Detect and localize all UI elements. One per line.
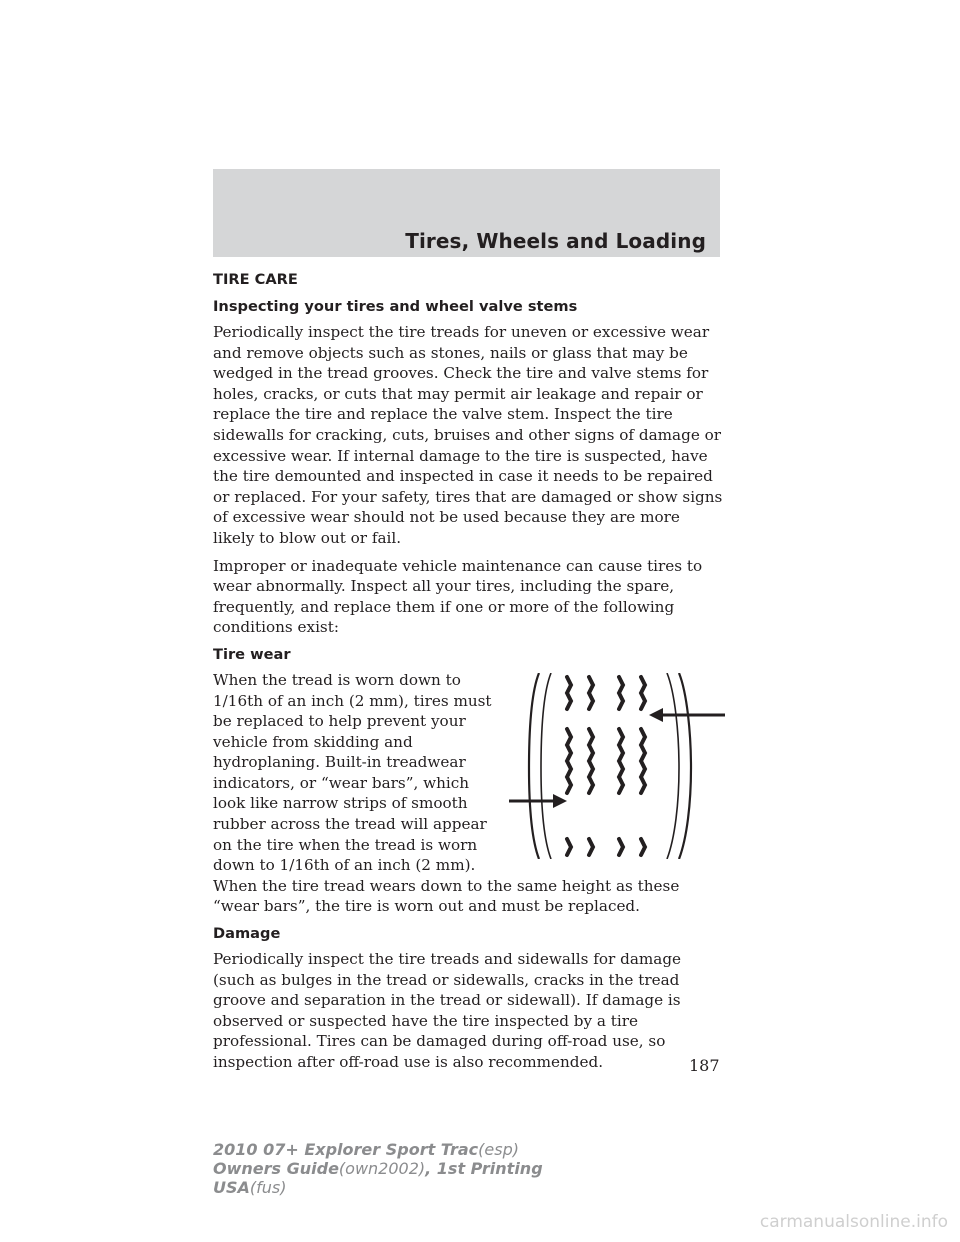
page-content bbox=[213, 270, 723, 1080]
section-title: TIRE CARE bbox=[213, 271, 298, 288]
paragraph-maintenance: Improper or inadequate vehicle maintenance can cause tires to wear abnormally. Inspect all your tires, including the spare, frequently, and replace them if one or more of the following conditions exist: bbox=[213, 556, 703, 637]
tire-tread-illustration-icon bbox=[509, 673, 729, 859]
footer-model: 2010 07+ Explorer Sport Trac bbox=[213, 1140, 479, 1159]
footer-market-code: (fus) bbox=[249, 1178, 287, 1197]
tire-wear-text: When the tread is worn down to 1/16th of an inch (2 mm), tires must be replaced to help prevent your vehicle from skidding and hydroplaning. Built-in treadwear indicators, or “wear bars”, which look like narrow strips of smooth rubber across the tread will appear on the tire when the tread is worn down to 1/16th of an inch (2 mm). When the tire tread wears down to the same height as these “wear bars”, the tire is worn out and must be replaced. bbox=[213, 670, 680, 916]
footer-model-code: (esp) bbox=[478, 1140, 519, 1159]
footer-imprint bbox=[213, 1140, 543, 1197]
section-subtitle: Inspecting your tires and wheel valve stems bbox=[213, 298, 578, 315]
section-header-title: Tires, Wheels and Loading bbox=[405, 229, 706, 253]
footer-market: USA bbox=[213, 1178, 250, 1197]
damage-text: Periodically inspect the tire treads and sidewalls for damage (such as bulges in the tread or sidewalls, cracks in the tread groove and separation in the tread or sidewall). If damage is observed or suspected have the tire inspected by a tire professional. Tires can be damaged during off-road use, so inspection after off-road use is also recommended. bbox=[213, 950, 682, 1071]
paragraph-inspection: Periodically inspect the tire treads for uneven or excessive wear and remove objects such as stones, nails or glass that may be wedged in the tread grooves. Check the tire and valve stems for holes, cracks, or cuts that may permit air leakage and repair or replace the tire and replace the valve stem. Inspect the tire sidewalls for cracking, cuts, bruises and other signs of damage or excessive wear. If internal damage to the tire is suspected, have the tire demounted and inspected in case it needs to be repaired or replaced. For your safety, tires that are damaged or show signs of excessive wear should not be used because they are more likely to blow out or fail. bbox=[213, 323, 723, 547]
footer-printing: , 1st Printing bbox=[425, 1159, 543, 1178]
section-header-band bbox=[213, 169, 720, 257]
page-number: 187 bbox=[689, 1056, 720, 1075]
watermark: carmanualsonline.info bbox=[759, 1212, 948, 1232]
tire-wear-heading: Tire wear bbox=[213, 645, 291, 663]
damage-heading: Damage bbox=[213, 925, 281, 943]
footer-guide: Owners Guide bbox=[213, 1159, 339, 1178]
footer-guide-code: (own2002) bbox=[338, 1159, 426, 1178]
